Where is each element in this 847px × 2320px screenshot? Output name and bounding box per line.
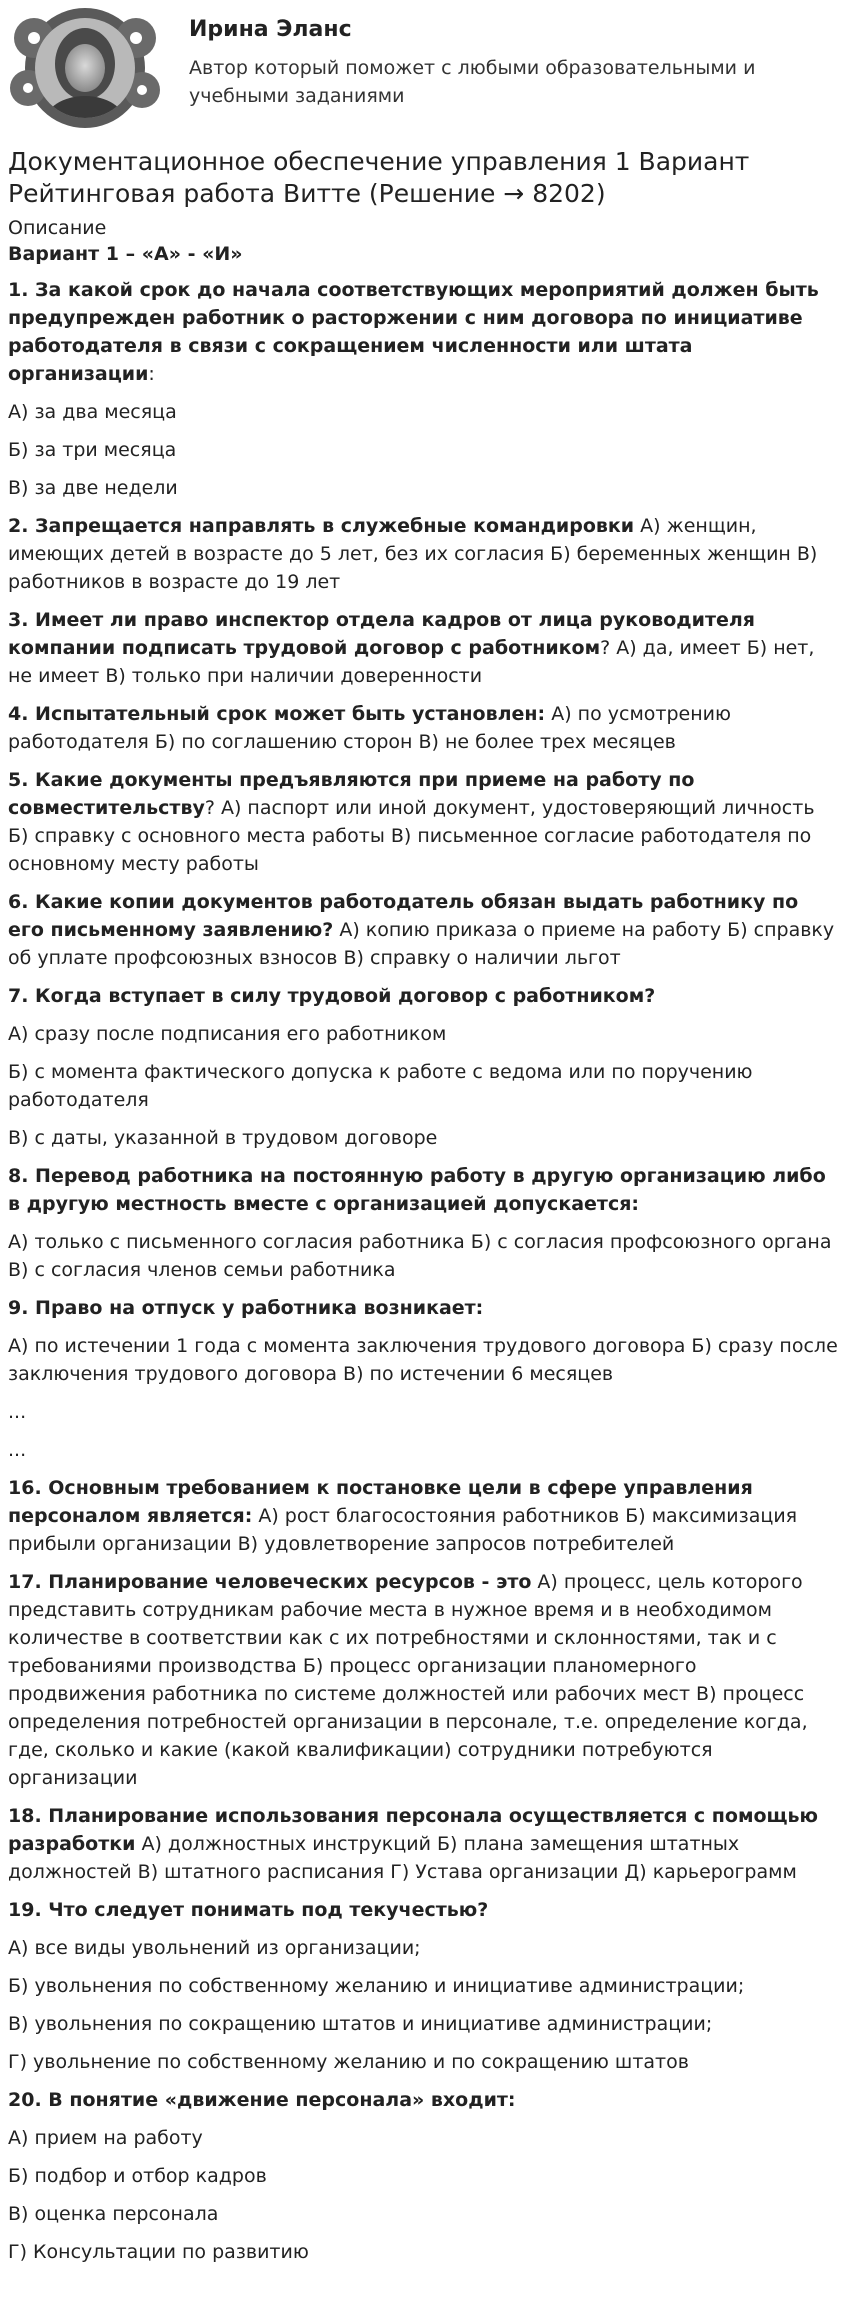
question-answers-inline: А) процесс, цель которого представить сотрудникам рабочие места в нужное время и в необходимом количестве в соответствии как с их потребностями и склонностями, так и с требованиями производства Б) процесс организации планомерного продвижения работника по системе должностей или рабочих мест В) процесс определения потребностей организации в персонале, т.е. определение когда, где, сколько и какие (какой квалификации) сотрудники потребуются организации — [8, 1571, 808, 1789]
question-item — [8, 1568, 838, 1792]
question-answers-inline: А) должностных инструкций Б) плана замещения штатных должностей В) штатного расписания Г) Устава организации Д) карьерограмм — [8, 1833, 797, 1883]
question-text: 4. Испытательный срок может быть установлен: — [8, 703, 546, 725]
question-text: 9. Право на отпуск у работника возникает: — [8, 1297, 484, 1319]
answer-option: А) только с письменного согласия работника Б) с согласия профсоюзного органа В) с согласия членов семьи работника — [8, 1231, 832, 1281]
question-text: 6. Какие копии документов работодатель обязан выдать работнику по его письменному заявлению? — [8, 891, 799, 941]
answer-option: В) с даты, указанной в трудовом договоре — [8, 1127, 438, 1149]
author-name[interactable]: Ирина Эланс — [189, 17, 352, 42]
question-text: 19. Что следует понимать под текучестью? — [8, 1899, 489, 1921]
ellipsis: ... — [8, 1439, 27, 1461]
question-item — [8, 512, 838, 596]
question-item — [8, 276, 838, 388]
question-answers-inline: ? А) да, имеет Б) нет, не имеет В) только при наличии доверенности — [8, 637, 815, 687]
answer-option: В) увольнения по сокращению штатов и инициативе администрации; — [8, 2013, 713, 2035]
answer-option: Б) увольнения по собственному желанию и инициативе администрации; — [8, 1975, 745, 1997]
question-item — [8, 888, 838, 972]
answer-option: А) за два месяца — [8, 401, 177, 423]
question-item — [8, 2086, 838, 2114]
answer-option: Г) увольнение по собственному желанию и по сокращению штатов — [8, 2051, 689, 2073]
question-text: 3. Имеет ли право инспектор отдела кадров от лица руководителя компании подписать трудовой договор с работником — [8, 609, 755, 659]
answer-option: Б) подбор и отбор кадров — [8, 2165, 267, 2187]
question-text: 1. За какой срок до начала соответствующих мероприятий должен быть предупрежден работник о расторжении с ним договора по инициативе работодателя в связи с сокращением численности или штата организации — [8, 279, 819, 385]
question-answers-inline: А) женщин, имеющих детей в возрасте до 5 лет, без их согласия Б) беременных женщин В) работников в возрасте до 19 лет — [8, 515, 818, 593]
question-item — [8, 766, 838, 878]
answer-option: Б) с момента фактического допуска к работе с ведома или по поручению работодателя — [8, 1061, 753, 1111]
question-text: 16. Основным требованием к постановке цели в сфере управления персоналом является: — [8, 1477, 753, 1527]
document-content — [8, 146, 838, 2276]
question-text: 20. В понятие «движение персонала» входит: — [8, 2089, 516, 2111]
question-answers-inline: ? А) паспорт или иной документ, удостоверяющий личность Б) справку с основного места работы В) письменное согласие работодателя по основному месту работы — [8, 797, 815, 875]
question-item — [8, 982, 838, 1010]
author-card — [6, 4, 841, 134]
author-description: Автор который поможет с любыми образовательными и учебными заданиями — [189, 57, 756, 107]
ellipsis: ... — [8, 1401, 27, 1423]
question-item — [8, 700, 838, 756]
question-answers-inline: А) по усмотрению работодателя Б) по соглашению сторон В) не более трех месяцев — [8, 703, 731, 753]
question-item — [8, 1162, 838, 1218]
document-title: Документационное обеспечение управления 1 Вариант Рейтинговая работа Витте (Решение → 8202) — [8, 147, 750, 208]
question-text: 17. Планирование человеческих ресурсов - это — [8, 1571, 532, 1593]
variant-heading: Вариант 1 – «А» - «И» — [8, 243, 243, 265]
question-item — [8, 606, 838, 690]
question-item — [8, 1474, 838, 1558]
question-answers-inline: А) копию приказа о приеме на работу Б) справку об уплате профсоюзных взносов В) справку о наличии льгот — [8, 919, 835, 969]
question-list — [8, 276, 838, 2266]
answer-option: В) за две недели — [8, 477, 178, 499]
answer-option: Г) Консультации по развитию — [8, 2241, 309, 2263]
question-text: 7. Когда вступает в силу трудовой договор с работником? — [8, 985, 656, 1007]
question-item — [8, 1896, 838, 1924]
question-item — [8, 1294, 838, 1322]
answer-option: Б) за три месяца — [8, 439, 177, 461]
question-text: 18. Планирование использования персонала осуществляется с помощью разработки — [8, 1805, 819, 1855]
description-label: Описание — [8, 217, 107, 239]
answer-option: А) по истечении 1 года с момента заключения трудового договора Б) сразу после заключения трудового договора В) по истечении 6 месяцев — [8, 1335, 838, 1385]
answer-option: В) оценка персонала — [8, 2203, 219, 2225]
answer-option: А) сразу после подписания его работником — [8, 1023, 447, 1045]
avatar[interactable] — [6, 4, 164, 132]
avatar-image — [6, 4, 164, 132]
question-text: 8. Перевод работника на постоянную работу в другую организацию либо в другую местность вместе с организацией допускается: — [8, 1165, 826, 1215]
answer-option: А) прием на работу — [8, 2127, 203, 2149]
question-item — [8, 1802, 838, 1886]
question-text: 5. Какие документы предъявляются при приеме на работу по совместительству — [8, 769, 695, 819]
question-answers-inline: : — [148, 363, 155, 385]
question-text: 2. Запрещается направлять в служебные командировки — [8, 515, 635, 537]
answer-option: А) все виды увольнений из организации; — [8, 1937, 421, 1959]
question-answers-inline: А) рост благосостояния работников Б) максимизация прибыли организации В) удовлетворение запросов потребителей — [8, 1505, 798, 1555]
